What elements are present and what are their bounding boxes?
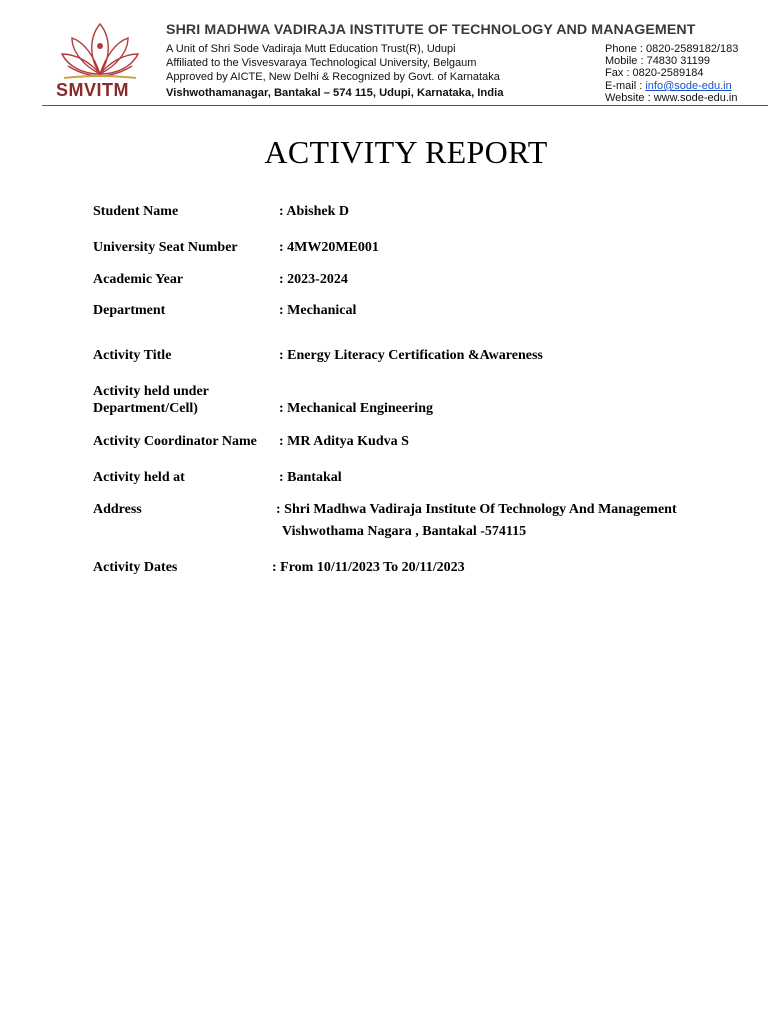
institute-name: SHRI MADHWA VADIRAJA INSTITUTE OF TECHNOLOGY AND MANAGEMENT [166,22,696,38]
field-value: : From 10/11/2023 To 20/11/2023 [272,560,465,575]
email-label: E-mail : [605,80,646,92]
field-value: : Shri Madhwa Vadiraja Institute Of Technology And Management [276,502,677,517]
field-label: University Seat Number [93,240,238,255]
field-value: : Bantakal [279,470,342,485]
field-value: : Energy Literacy Certification &Awareness [279,348,543,363]
email-row [605,80,732,92]
trust-line: A Unit of Shri Sode Vadiraja Mutt Education Trust(R), Udupi [166,43,456,55]
phone-text: Phone : 0820-2589182/183 [605,43,739,55]
field-value: : Mechanical [279,303,357,318]
field-value: : 4MW20ME001 [279,240,379,255]
field-label: Address [93,502,142,517]
fax-text: Fax : 0820-2589184 [605,67,704,79]
affiliation-line: Affiliated to the Visvesvaraya Technological University, Belgaum [166,57,477,69]
letterhead [0,0,768,108]
field-label: Activity Title [93,348,172,363]
website-text: Website : www.sode-edu.in [605,92,738,104]
field-value: : Abishek D [279,204,350,219]
field-label-line2: Department/Cell) [93,401,198,416]
field-label: Activity Coordinator Name [93,434,257,449]
approval-line: Approved by AICTE, New Delhi & Recognized by Govt. of Karnataka [166,71,500,83]
field-label: Activity held at [93,470,185,485]
field-label: Activity held under [93,384,209,399]
field-label: Activity Dates [93,560,178,575]
field-value: : MR Aditya Kudva S [279,434,409,449]
mobile-text: Mobile : 74830 31199 [605,55,710,67]
field-value: : 2023-2024 [279,272,348,287]
address-line: Vishwothamanagar, Bantakal – 574 115, Udupi, Karnataka, India [166,87,504,99]
field-label: Student Name [93,204,179,219]
field-label: Department [93,303,166,318]
field-label: Academic Year [93,272,184,287]
field-value-line2: Vishwothama Nagara , Bantakal -574115 [282,524,527,539]
header-divider [42,105,768,106]
field-value: : Mechanical Engineering [279,401,433,416]
logo-text: SMVITM [56,80,129,100]
email-link[interactable]: info@sode-edu.in [645,80,732,92]
page-title: ACTIVITY REPORT [264,134,548,170]
